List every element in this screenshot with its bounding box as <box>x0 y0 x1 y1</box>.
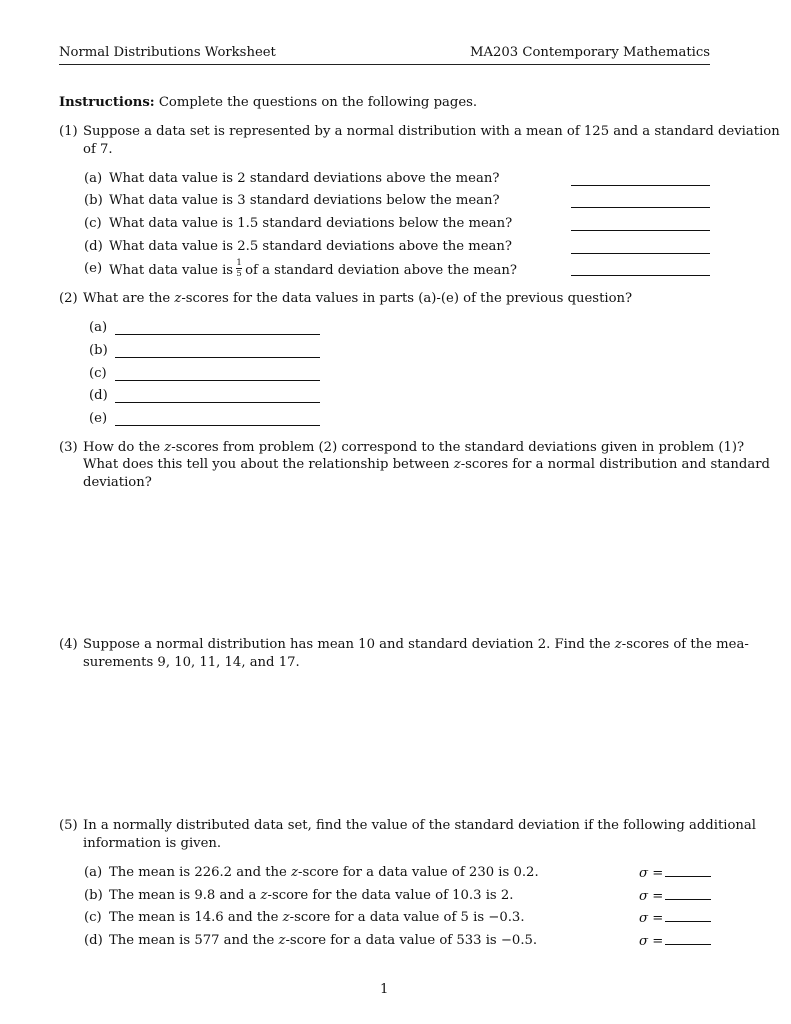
answer-blank[interactable] <box>115 414 320 426</box>
q3-number: (3) <box>59 440 78 455</box>
q1-part-text: What data value is 2 standard deviations above the mean? <box>109 171 500 186</box>
answer-blank[interactable] <box>571 174 710 186</box>
q1-part-label: (e) <box>84 261 103 276</box>
q5-part-text-b: -score for a data value of 533 is −0.5. <box>285 933 538 948</box>
q5-part-text <box>109 888 513 903</box>
z-symbol: z <box>453 457 461 472</box>
q2-number: (2) <box>59 291 78 306</box>
q1-part-text <box>109 258 517 280</box>
q5-part-text <box>109 910 525 925</box>
header-rule <box>59 64 710 65</box>
q1-part-label: (d) <box>84 239 103 254</box>
q1e-text-before: What data value is <box>109 263 234 278</box>
z-symbol: z <box>174 291 182 306</box>
sigma-symbol: σ = <box>639 889 664 904</box>
z-symbol: z <box>164 440 172 455</box>
fraction-one-fifth <box>236 259 242 278</box>
header-right-title: MA203 Contemporary Mathematics <box>469 45 710 60</box>
q2-part-label: (b) <box>89 343 108 358</box>
answer-blank[interactable] <box>571 242 710 254</box>
q5-part-text-a: The mean is 9.8 and a <box>109 888 257 903</box>
instructions-label: Instructions: <box>59 95 155 110</box>
q3-line3: deviation? <box>83 475 152 490</box>
q2-part-label: (c) <box>89 366 107 381</box>
q2-part-label: (e) <box>89 411 108 426</box>
q1-text-line1: Suppose a data set is represented by a normal distribution with a mean of 125 and a standard deviation <box>83 124 780 139</box>
q2-text-after: -scores for the data values in parts (a)-(e) of the previous question? <box>181 291 633 306</box>
instructions <box>59 95 477 110</box>
sigma-symbol: σ = <box>639 911 664 926</box>
answer-blank[interactable] <box>115 391 320 403</box>
q4-line1 <box>83 637 749 652</box>
q5-part-label: (b) <box>84 888 103 903</box>
q5-part-text-a: The mean is 226.2 and the <box>109 865 287 880</box>
q4-l1-b: -scores of the mea- <box>621 637 749 652</box>
q1-text-line2: of 7. <box>83 142 113 157</box>
q5-line2: information is given. <box>83 836 222 851</box>
q5-part-label: (c) <box>84 910 102 925</box>
q1e-text-after: of a standard deviation above the mean? <box>245 263 517 278</box>
q3-l1-b: -scores from problem (2) correspond to the standard deviations given in problem (1)? <box>171 440 745 455</box>
z-symbol: z <box>614 637 622 652</box>
answer-blank[interactable] <box>115 369 320 381</box>
q2-part-label: (d) <box>89 388 108 403</box>
sigma-answer <box>639 888 711 904</box>
answer-blank[interactable] <box>665 910 711 922</box>
q3-line1 <box>83 440 744 455</box>
q3-line2 <box>83 457 770 472</box>
answer-blank[interactable] <box>571 264 710 276</box>
sigma-answer <box>639 865 711 881</box>
answer-blank[interactable] <box>665 888 711 900</box>
z-symbol: z <box>282 910 290 925</box>
answer-blank[interactable] <box>571 219 710 231</box>
q5-part-label: (a) <box>84 865 103 880</box>
frac-denominator: 5 <box>236 269 242 279</box>
answer-blank[interactable] <box>571 196 710 208</box>
q5-part-text-b: -score for a data value of 5 is −0.3. <box>289 910 525 925</box>
q5-part-text <box>109 865 539 880</box>
q2-text <box>83 291 632 306</box>
answer-blank[interactable] <box>665 865 711 877</box>
sigma-answer <box>639 933 711 949</box>
answer-blank[interactable] <box>115 346 320 358</box>
q1-part-text: What data value is 1.5 standard deviations below the mean? <box>109 216 513 231</box>
q1-part-text: What data value is 3 standard deviations below the mean? <box>109 193 500 208</box>
q1-part-label: (b) <box>84 193 103 208</box>
q3-l2-a: What does this tell you about the relationship between <box>83 457 450 472</box>
q4-line2: surements 9, 10, 11, 14, and 17. <box>83 655 300 670</box>
q3-l1-a: How do the <box>83 440 161 455</box>
q5-number: (5) <box>59 818 78 833</box>
sigma-answer <box>639 910 711 926</box>
q3-l2-b: -scores for a normal distribution and standard <box>460 457 770 472</box>
q1-part-label: (a) <box>84 171 103 186</box>
q4-l1-a: Suppose a normal distribution has mean 10 and standard deviation 2. Find the <box>83 637 611 652</box>
q1-part-label: (c) <box>84 216 102 231</box>
q5-part-label: (d) <box>84 933 103 948</box>
q5-part-text-a: The mean is 577 and the <box>109 933 275 948</box>
page-number: 1 <box>380 982 389 997</box>
frac-numerator: 1 <box>236 258 242 268</box>
answer-blank[interactable] <box>115 323 320 335</box>
q1-number: (1) <box>59 124 78 139</box>
q5-part-text <box>109 933 537 948</box>
q4-number: (4) <box>59 637 78 652</box>
q5-part-text-b: -score for the data value of 10.3 is 2. <box>267 888 514 903</box>
q5-part-text-b: -score for a data value of 230 is 0.2. <box>298 865 539 880</box>
instructions-text: Complete the questions on the following pages. <box>158 95 478 110</box>
z-symbol: z <box>291 865 299 880</box>
q5-part-text-a: The mean is 14.6 and the <box>109 910 279 925</box>
answer-blank[interactable] <box>665 933 711 945</box>
z-symbol: z <box>278 933 286 948</box>
sigma-symbol: σ = <box>639 934 664 949</box>
q5-line1: In a normally distributed data set, find the value of the standard deviation if the following additional <box>83 818 756 833</box>
sigma-symbol: σ = <box>639 866 664 881</box>
z-symbol: z <box>260 888 268 903</box>
q1-part-text: What data value is 2.5 standard deviations above the mean? <box>109 239 512 254</box>
header-left-title: Normal Distributions Worksheet <box>59 45 276 60</box>
q2-text-before: What are the <box>83 291 171 306</box>
q2-part-label: (a) <box>89 320 108 335</box>
